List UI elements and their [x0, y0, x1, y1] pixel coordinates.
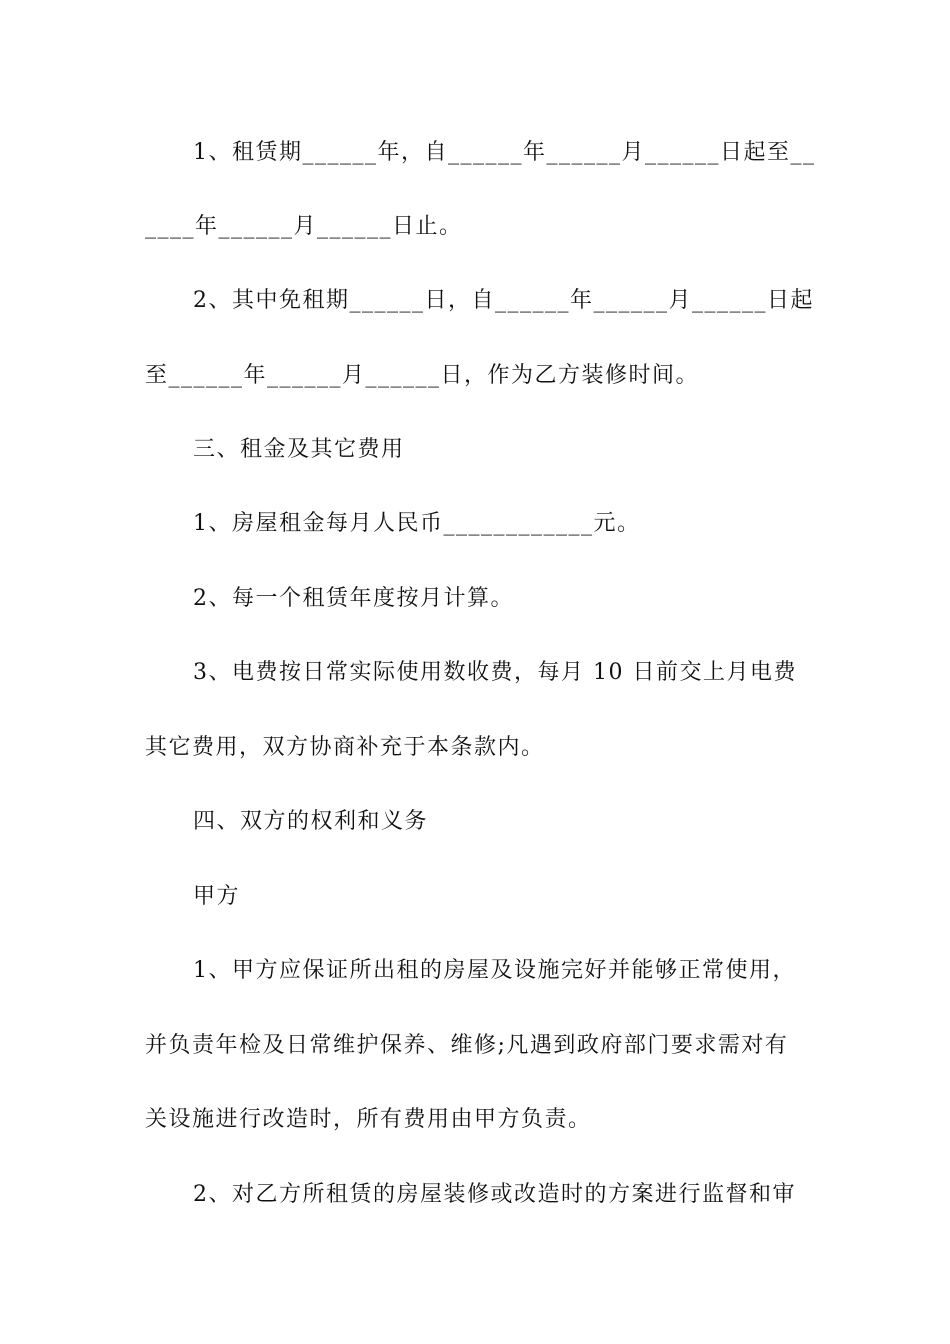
- section-heading-rent: 三、租金及其它费用: [193, 437, 405, 462]
- clause-electricity-line-2: 其它费用，双方协商补充于本条款内。: [145, 735, 545, 760]
- section-heading-rights: 四、双方的权利和义务: [193, 809, 429, 834]
- clause-party-a-2-line-1: 2、对乙方所租赁的房屋装修或改造时的方案进行监督和审: [193, 1182, 796, 1207]
- clause-annual-calculation: 2、每一个租赁年度按月计算。: [193, 586, 514, 611]
- clause-monthly-rent: 1、房屋租金每月人民币____________元。: [193, 511, 641, 536]
- clause-party-a-1-line-2: 并负责年检及日常维护保养、维修;凡遇到政府部门要求需对有: [145, 1033, 789, 1058]
- clause-party-a-1-line-3: 关设施进行改造时，所有费用由甲方负责。: [145, 1107, 592, 1132]
- clause-lease-term-line-2: ____年______月______日止。: [145, 214, 463, 239]
- clause-lease-term-line-1: 1、租赁期______年，自______年______月______日起至__: [193, 140, 816, 165]
- clause-party-a-1-line-1: 1、甲方应保证所出租的房屋及设施完好并能够正常使用，: [193, 958, 796, 983]
- clause-rent-free-line-2: 至______年______月______日，作为乙方装修时间。: [145, 363, 700, 388]
- clause-rent-free-line-1: 2、其中免租期______日，自______年______月______日起: [193, 288, 814, 313]
- clause-electricity-line-1: 3、电费按日常实际使用数收费，每月 10 日前交上月电费: [193, 660, 797, 685]
- party-a-heading: 甲方: [193, 884, 241, 909]
